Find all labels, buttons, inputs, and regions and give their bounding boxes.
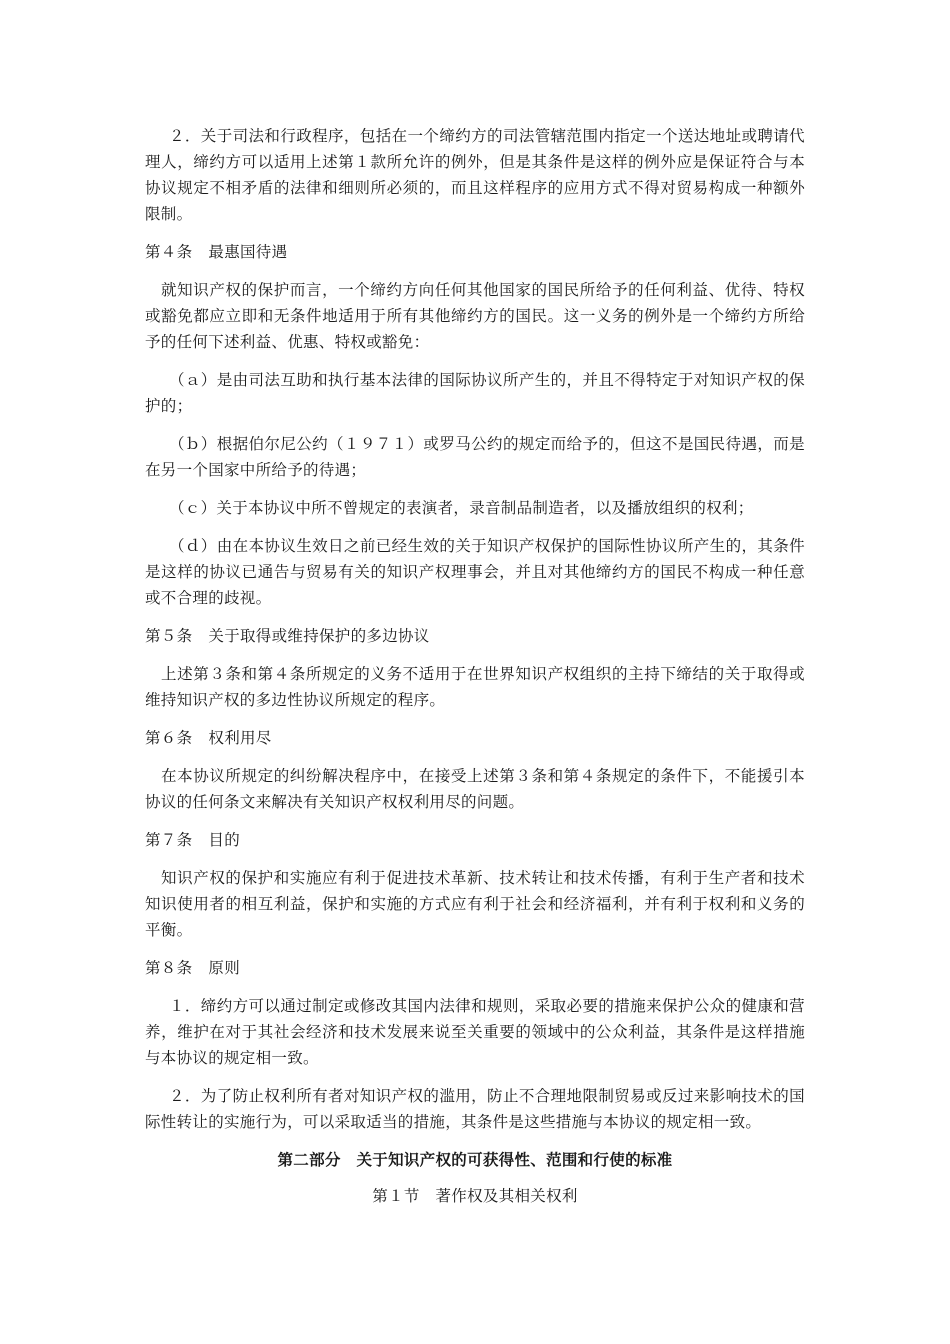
section-1-title: 第１节 著作权及其相关权利 (372, 1187, 578, 1205)
paragraph-3-2: ２．关于司法和行政程序，包括在一个缔约方的司法管辖范围内指定一个送达地址或聘请代理人，缔约方可以适用上述第１款所允许的例外，但是其条件是这样的例外应是保证符合与本协议规定不相矛盾的法律和细则所必须的，而且这样程序的应用方式不得对贸易构成一种额外限制。 (145, 127, 805, 223)
article-5-body: 上述第３条和第４条所规定的义务不适用于在世界知识产权组织的主持下缔结的关于取得或维持知识产权的多边性协议所规定的程序。 (145, 665, 805, 709)
article-4-item-b: （ｂ）根据伯尔尼公约（１９７１）或罗马公约的规定而给予的，但这不是国民待遇，而是在另一个国家中所给予的待遇； (145, 435, 805, 479)
article-4-body: 就知识产权的保护而言，一个缔约方向任何其他国家的国民所给予的任何利益、优待、特权或豁免都应立即和无条件地适用于所有其他缔约方的国民。这一义务的例外是一个缔约方所给予的任何下述利益、优惠、特权或豁免： (145, 281, 805, 351)
part-two-title: 第二部分 关于知识产权的可获得性、范围和行使的标准 (277, 1150, 673, 1169)
article-title: 权利用尽 (208, 729, 272, 747)
article-number: 第６条 (145, 729, 193, 747)
article-number: 第８条 (145, 959, 193, 977)
article-7-heading (145, 827, 805, 853)
article-title: 关于取得或维持保护的多边协议 (208, 627, 430, 645)
article-title: 目的 (208, 831, 241, 849)
article-4-item-d: （ｄ）由在本协议生效日之前已经生效的关于知识产权保护的国际性协议所产生的，其条件是这样的协议已通告与贸易有关的知识产权理事会，并且对其他缔约方的国民不构成一种任意或不合理的歧视。 (145, 537, 805, 607)
article-6-heading (145, 725, 805, 751)
article-number: 第４条 (145, 243, 193, 261)
article-4-heading (145, 239, 805, 265)
article-8-para-2: ２．为了防止权利所有者对知识产权的滥用，防止不合理地限制贸易或反过来影响技术的国际性转让的实施行为，可以采取适当的措施，其条件是这些措施与本协议的规定相一致。 (145, 1087, 805, 1131)
article-5-heading (145, 623, 805, 649)
article-8-para-1: １．缔约方可以通过制定或修改其国内法律和规则，采取必要的措施来保护公众的健康和营养，维护在对于其社会经济和技术发展来说至关重要的领域中的公众利益，其条件是这样措施与本协议的规定相一致。 (145, 997, 805, 1067)
article-title: 最惠国待遇 (208, 243, 288, 261)
article-number: 第５条 (145, 627, 193, 645)
article-4-item-c: （ｃ）关于本协议中所不曾规定的表演者，录音制品制造者，以及播放组织的权利； (169, 499, 754, 517)
document-page (145, 123, 805, 1209)
article-6-body: 在本协议所规定的纠纷解决程序中，在接受上述第３条和第４条规定的条件下，不能援引本协议的任何条文来解决有关知识产权权利用尽的问题。 (145, 767, 805, 811)
article-title: 原则 (208, 959, 241, 977)
article-7-body: 知识产权的保护和实施应有利于促进技术革新、技术转让和技术传播，有利于生产者和技术知识使用者的相互利益，保护和实施的方式应有利于社会和经济福利，并有利于权利和义务的平衡。 (145, 869, 805, 939)
article-4-item-a: （ａ）是由司法互助和执行基本法律的国际协议所产生的，并且不得特定于对知识产权的保护的； (145, 371, 805, 415)
article-8-heading (145, 955, 805, 981)
article-number: 第７条 (145, 831, 193, 849)
